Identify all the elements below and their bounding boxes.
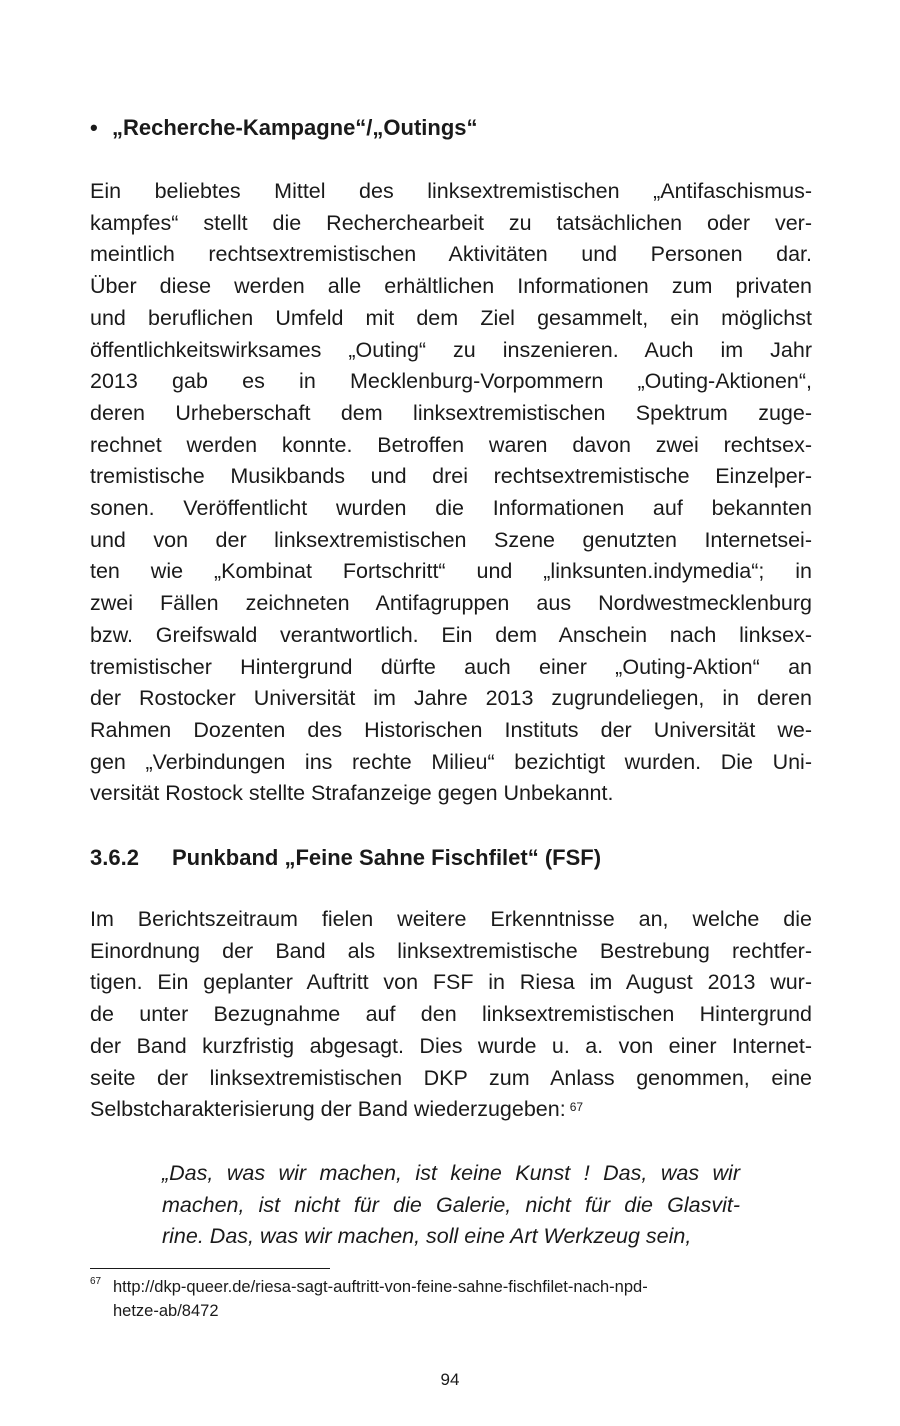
paragraph-line: rechnet werden konnte. Betroffen waren davon zwei rechtsex- — [90, 432, 812, 457]
paragraph-line: der Band kurzfristig abgesagt. Dies wurde u. a. von einer Internet- — [90, 1033, 812, 1058]
footnote-number: 67 — [90, 1276, 102, 1287]
quote-line: rine. Das, was wir machen, soll eine Art Werkzeug sein, — [162, 1224, 692, 1249]
section-number: 3.6.2 — [90, 845, 139, 870]
footnote-divider — [90, 1268, 330, 1269]
paragraph-line: gen „Verbindungen ins rechte Milieu“ bezichtigt wurden. Die Uni- — [90, 749, 812, 774]
bullet-heading-text: „Recherche-Kampagne“/„Outings“ — [112, 115, 478, 140]
section-title: Punkband „Feine Sahne Fischfilet“ (FSF) — [172, 845, 602, 870]
paragraph-line: der Rostocker Universität im Jahre 2013 zugrundeliegen, in deren — [90, 686, 812, 711]
paragraph-line: tigen. Ein geplanter Auftritt von FSF in Riesa im August 2013 wur- — [90, 970, 812, 995]
paragraph-line: Einordnung der Band als linksextremistische Bestrebung rechtfer- — [90, 938, 812, 963]
paragraph-line: Ein beliebtes Mittel des linksextremistischen „Antifaschismus- — [90, 179, 812, 203]
page-number: 94 — [440, 1370, 460, 1389]
paragraph-line: versität Rostock stellte Strafanzeige gegen Unbekannt. — [90, 781, 614, 806]
paragraph-fsf — [90, 904, 812, 1126]
bullet-heading — [90, 112, 810, 144]
paragraph-line: tremistischer Hintergrund dürfte auch einer „Outing-Aktion“ an — [90, 654, 812, 679]
paragraph-line: und beruflichen Umfeld mit dem Ziel gesammelt, ein möglichst — [90, 305, 812, 330]
paragraph-line: 2013 gab es in Mecklenburg-Vorpommern „Outing-Aktionen“, — [90, 369, 812, 394]
quote-line: machen, ist nicht für die Galerie, nicht für die Glasvit- — [162, 1192, 740, 1217]
footnote-reference[interactable]: 67 — [569, 1100, 584, 1115]
paragraph-line: zwei Fällen zeichneten Antifagruppen aus Nordwestmecklenburg — [90, 591, 812, 616]
quote-line: „Das, was wir machen, ist keine Kunst ! Das, was wir — [162, 1161, 740, 1185]
section-heading — [90, 842, 601, 874]
paragraph-line: Im Berichtszeitraum fielen weitere Erkenntnisse an, welche die — [90, 907, 812, 931]
paragraph-line-with-footnote — [90, 1094, 812, 1126]
paragraph-outings — [90, 176, 812, 810]
paragraph-line: de unter Bezugnahme auf den linksextremistischen Hintergrund — [90, 1002, 812, 1027]
block-quote — [162, 1158, 740, 1253]
bullet-icon: • — [90, 115, 98, 140]
paragraph-line-text: Selbstcharakterisierung der Band wiederzugeben: — [90, 1097, 566, 1122]
paragraph-line: Über diese werden alle erhältlichen Informationen zum privaten — [90, 274, 812, 299]
paragraph-line: sonen. Veröffentlicht wurden die Informationen auf bekannten — [90, 496, 812, 521]
paragraph-line: bzw. Greifswald verantwortlich. Ein dem Anschein nach linksex- — [90, 622, 812, 647]
paragraph-line: seite der linksextremistischen DKP zum Anlass genommen, eine — [90, 1065, 812, 1090]
paragraph-line: meintlich rechtsextremistischen Aktivitäten und Personen dar. — [90, 242, 812, 267]
paragraph-line: tremistische Musikbands und drei rechtsextremistische Einzelper- — [90, 464, 812, 489]
footnote-url-line[interactable]: http://dkp-queer.de/riesa-sagt-auftritt-von-feine-sahne-fischfilet-nach-npd- — [113, 1278, 648, 1296]
paragraph-line: und von der linksextremistischen Szene genutzten Internetsei- — [90, 527, 812, 552]
paragraph-line: deren Urheberschaft dem linksextremistischen Spektrum zuge- — [90, 400, 812, 425]
paragraph-line: öffentlichkeitswirksames „Outing“ zu inszenieren. Auch im Jahr — [90, 337, 812, 362]
footnote-url-line[interactable]: hetze-ab/8472 — [113, 1302, 219, 1320]
paragraph-line: ten wie „Kombinat Fortschritt“ und „linksunten.indymedia“; in — [90, 559, 812, 584]
paragraph-line: Rahmen Dozenten des Historischen Instituts der Universität we- — [90, 717, 812, 742]
paragraph-line: kampfes“ stellt die Recherchearbeit zu tatsächlichen oder ver- — [90, 210, 812, 235]
footnote — [90, 1275, 812, 1323]
